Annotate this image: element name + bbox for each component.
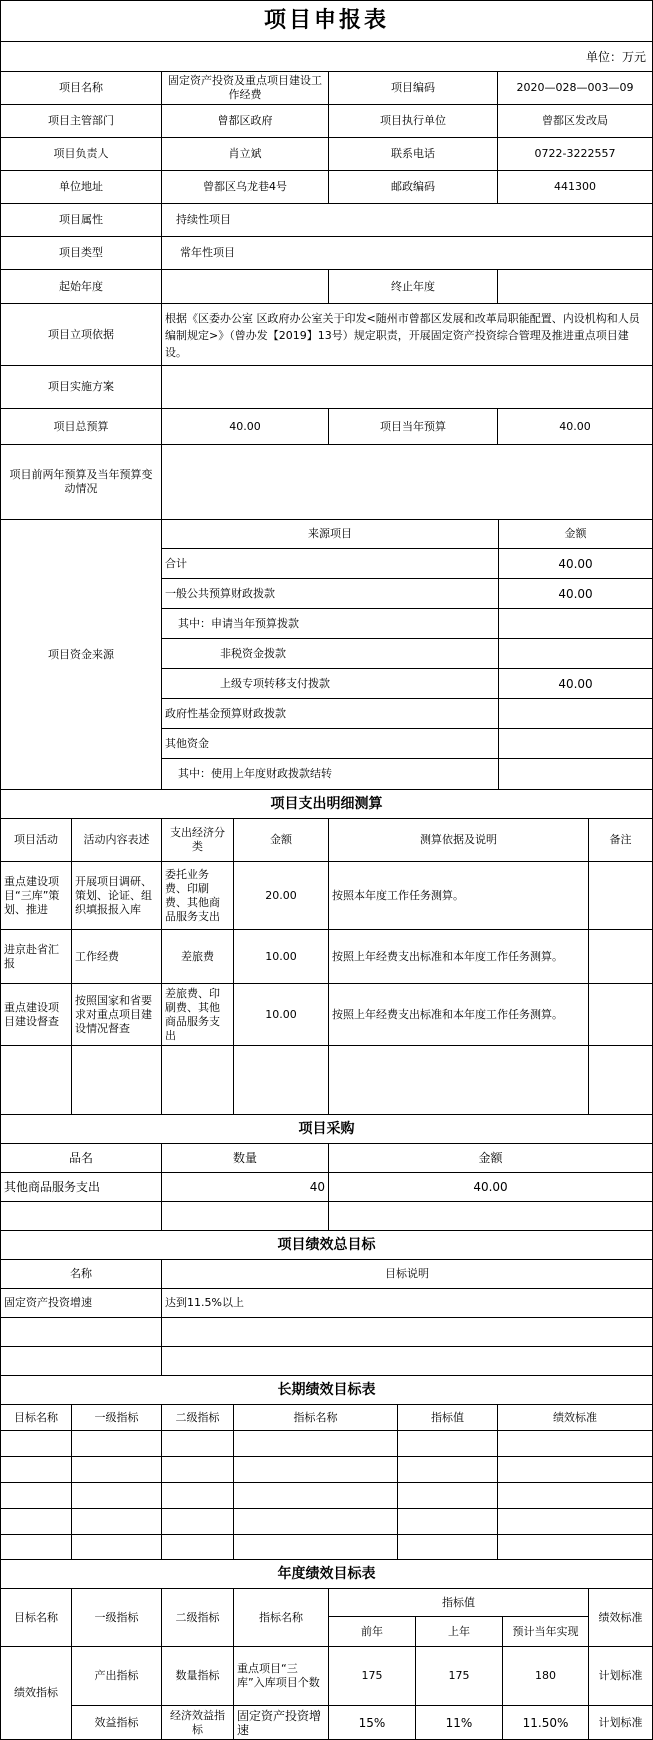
expense-content: 开展项目调研、策划、论证、组织填报报入库: [71, 861, 162, 930]
perf-total-desc: [161, 1317, 653, 1347]
annual-value-prev2: 175: [328, 1646, 416, 1706]
expense-basis: [328, 1045, 589, 1115]
procurement-name: [0, 1201, 162, 1231]
annual-value-prev1: 11%: [415, 1705, 503, 1740]
long-term-cell: [233, 1482, 398, 1509]
annual-indicator: 重点项目“三库”入库项目个数: [233, 1646, 329, 1706]
funding-row-name: 上级专项转移支付拨款: [161, 668, 499, 699]
expense-header: 项目活动: [0, 818, 72, 862]
project-code-label: 项目编码: [328, 71, 498, 105]
plan-label: 项目实施方案: [0, 365, 162, 409]
long-term-cell: [0, 1482, 72, 1509]
funding-row-name: 政府性基金预算财政拨款: [161, 698, 499, 729]
annual-header: 指标值: [328, 1588, 589, 1617]
long-term-cell: [71, 1534, 162, 1560]
long-term-cell: [233, 1456, 398, 1483]
long-term-cell: [0, 1430, 72, 1457]
budget-change-value: [161, 444, 653, 520]
perf-total-name: [0, 1317, 162, 1347]
exec-unit-label: 项目执行单位: [328, 104, 498, 138]
annual-level1: 效益指标: [71, 1705, 162, 1740]
funding-row-name: 其他资金: [161, 728, 499, 759]
total-budget-value: 40.00: [161, 408, 329, 445]
expense-activity: 进京赴省汇报: [0, 929, 72, 984]
expense-content: 按照国家和省要求对重点项目建设情况督查: [71, 983, 162, 1046]
address-value: 曾都区乌龙巷4号: [161, 170, 329, 204]
end-year-label: 终止年度: [328, 269, 498, 304]
phone-label: 联系电话: [328, 137, 498, 171]
annual-value-prev2: 15%: [328, 1705, 416, 1740]
expense-header: 支出经济分类: [161, 818, 234, 862]
start-year-value: [161, 269, 329, 304]
perf-total-header: 名称: [0, 1259, 162, 1289]
total-budget-label: 项目总预算: [0, 408, 162, 445]
procurement-header: 金额: [328, 1143, 653, 1173]
long-term-cell: [397, 1534, 498, 1560]
expense-note: [588, 1045, 653, 1115]
basis-label: 项目立项依据: [0, 303, 162, 366]
postcode-value: 441300: [497, 170, 653, 204]
long-term-cell: [233, 1508, 398, 1535]
annual-standard: 计划标准: [588, 1705, 653, 1740]
postcode-label: 邮政编码: [328, 170, 498, 204]
long-term-section-title: 长期绩效目标表: [0, 1375, 653, 1405]
perf-total-section-title: 项目绩效总目标: [0, 1230, 653, 1260]
annual-value-subheader: 预计当年实现: [502, 1616, 589, 1647]
procurement-amount: [328, 1201, 653, 1231]
procurement-header: 数量: [161, 1143, 329, 1173]
long-term-cell: [71, 1456, 162, 1483]
perf-total-desc: 达到11.5%以上: [161, 1288, 653, 1318]
long-term-cell: [71, 1430, 162, 1457]
expense-amount: 10.00: [233, 983, 329, 1046]
funding-row-name: 其中：使用上年度财政拨款结转: [161, 758, 499, 790]
long-term-cell: [497, 1534, 653, 1560]
annual-value-current: 11.50%: [502, 1705, 589, 1740]
form-title: 项目申报表: [0, 0, 653, 42]
expense-amount: 20.00: [233, 861, 329, 930]
expense-basis: 按照本年度工作任务测算。: [328, 861, 589, 930]
long-term-cell: [397, 1430, 498, 1457]
procurement-amount: 40.00: [328, 1172, 653, 1202]
expense-activity: 重点建设项目“三库”策划、推进: [0, 861, 72, 930]
funding-row-name: 一般公共预算财政拨款: [161, 578, 499, 609]
dept-label: 项目主管部门: [0, 104, 162, 138]
expense-activity: [0, 1045, 72, 1115]
unit-label: 单位：万元: [0, 41, 653, 72]
funding-row-amount: 40.00: [498, 548, 653, 579]
leader-label: 项目负责人: [0, 137, 162, 171]
funding-amount-header: 金额: [498, 519, 653, 549]
expense-note: [588, 929, 653, 984]
long-term-cell: [71, 1482, 162, 1509]
long-term-cell: [161, 1534, 234, 1560]
basis-value: 根据《区委办公室 区政府办公室关于印发<随州市曾都区发展和改革局职能配置、内设机构和人员编制规定>》（曾办发【2019】13号）规定职责，开展固定资产投资综合管理及推进重点项目建设。: [161, 303, 653, 366]
funding-row-name: 非税资金拨款: [161, 638, 499, 669]
annual-header: 绩效标准: [588, 1588, 653, 1647]
year-budget-label: 项目当年预算: [328, 408, 498, 445]
expense-header: 备注: [588, 818, 653, 862]
expense-note: [588, 983, 653, 1046]
long-term-cell: [497, 1456, 653, 1483]
long-term-cell: [71, 1508, 162, 1535]
expense-category: 差旅费、印刷费、其他商品服务支出: [161, 983, 234, 1046]
annual-section-title: 年度绩效目标表: [0, 1559, 653, 1589]
funding-source-header: 来源项目: [161, 519, 499, 549]
funding-row-name: 合计: [161, 548, 499, 579]
attr-value: 持续性项目: [161, 203, 653, 237]
annual-value-subheader: 前年: [328, 1616, 416, 1647]
perf-total-header: 目标说明: [161, 1259, 653, 1289]
type-value: 常年性项目: [161, 236, 653, 270]
annual-header: 二级指标: [161, 1588, 234, 1647]
annual-indicator: 固定资产投资增速: [233, 1705, 329, 1740]
funding-row-amount: [498, 608, 653, 639]
annual-level1: 产出指标: [71, 1646, 162, 1706]
perf-total-name: [0, 1346, 162, 1376]
long-term-cell: [497, 1482, 653, 1509]
long-term-cell: [0, 1508, 72, 1535]
expense-content: 工作经费: [71, 929, 162, 984]
project-code-value: 2020—028—003—09: [497, 71, 653, 105]
long-term-cell: [161, 1430, 234, 1457]
funding-row-amount: [498, 728, 653, 759]
long-term-cell: [233, 1534, 398, 1560]
budget-change-label: 项目前两年预算及当年预算变动情况: [0, 444, 162, 520]
long-term-header: 二级指标: [161, 1404, 234, 1431]
funding-row-amount: 40.00: [498, 578, 653, 609]
long-term-cell: [397, 1456, 498, 1483]
funding-row-name: 其中：申请当年预算拨款: [161, 608, 499, 639]
expense-content: [71, 1045, 162, 1115]
annual-target-name: 绩效指标: [0, 1646, 72, 1740]
expense-section-title: 项目支出明细测算: [0, 789, 653, 819]
leader-value: 肖立斌: [161, 137, 329, 171]
funding-row-amount: 40.00: [498, 668, 653, 699]
annual-level2: 经济效益指标: [161, 1705, 234, 1740]
annual-header: 一级指标: [71, 1588, 162, 1647]
perf-total-desc: [161, 1346, 653, 1376]
expense-amount: 10.00: [233, 929, 329, 984]
expense-category: 差旅费: [161, 929, 234, 984]
address-label: 单位地址: [0, 170, 162, 204]
expense-activity: 重点建设项目建设督查: [0, 983, 72, 1046]
long-term-cell: [0, 1456, 72, 1483]
expense-header: 活动内容表述: [71, 818, 162, 862]
annual-value-prev1: 175: [415, 1646, 503, 1706]
procurement-section-title: 项目采购: [0, 1114, 653, 1144]
long-term-cell: [397, 1482, 498, 1509]
exec-unit-value: 曾都区发改局: [497, 104, 653, 138]
long-term-cell: [233, 1430, 398, 1457]
end-year-value: [497, 269, 653, 304]
expense-category: [161, 1045, 234, 1115]
expense-amount: [233, 1045, 329, 1115]
funding-label: 项目资金来源: [0, 519, 162, 790]
expense-note: [588, 861, 653, 930]
procurement-qty: 40: [161, 1172, 329, 1202]
phone-value: 0722-3222557: [497, 137, 653, 171]
annual-header: 指标名称: [233, 1588, 329, 1647]
attr-label: 项目属性: [0, 203, 162, 237]
long-term-header: 一级指标: [71, 1404, 162, 1431]
expense-header: 金额: [233, 818, 329, 862]
long-term-cell: [497, 1508, 653, 1535]
start-year-label: 起始年度: [0, 269, 162, 304]
long-term-cell: [161, 1508, 234, 1535]
plan-value: [161, 365, 653, 409]
long-term-header: 指标名称: [233, 1404, 398, 1431]
annual-standard: 计划标准: [588, 1646, 653, 1706]
procurement-name: 其他商品服务支出: [0, 1172, 162, 1202]
funding-row-amount: [498, 758, 653, 790]
procurement-header: 品名: [0, 1143, 162, 1173]
long-term-cell: [161, 1456, 234, 1483]
long-term-cell: [397, 1508, 498, 1535]
dept-value: 曾都区政府: [161, 104, 329, 138]
year-budget-value: 40.00: [497, 408, 653, 445]
annual-level2: 数量指标: [161, 1646, 234, 1706]
expense-basis: 按照上年经费支出标准和本年度工作任务测算。: [328, 983, 589, 1046]
long-term-cell: [0, 1534, 72, 1560]
annual-value-subheader: 上年: [415, 1616, 503, 1647]
funding-row-amount: [498, 638, 653, 669]
annual-header: 目标名称: [0, 1588, 72, 1647]
expense-basis: 按照上年经费支出标准和本年度工作任务测算。: [328, 929, 589, 984]
long-term-header: 指标值: [397, 1404, 498, 1431]
expense-header: 测算依据及说明: [328, 818, 589, 862]
funding-row-amount: [498, 698, 653, 729]
long-term-cell: [161, 1482, 234, 1509]
long-term-cell: [497, 1430, 653, 1457]
project-name-label: 项目名称: [0, 71, 162, 105]
long-term-header: 目标名称: [0, 1404, 72, 1431]
type-label: 项目类型: [0, 236, 162, 270]
expense-category: 委托业务费、印刷费、其他商品服务支出: [161, 861, 234, 930]
project-name-value: 固定资产投资及重点项目建设工作经费: [161, 71, 329, 105]
perf-total-name: 固定资产投资增速: [0, 1288, 162, 1318]
procurement-qty: [161, 1201, 329, 1231]
long-term-header: 绩效标准: [497, 1404, 653, 1431]
annual-value-current: 180: [502, 1646, 589, 1706]
